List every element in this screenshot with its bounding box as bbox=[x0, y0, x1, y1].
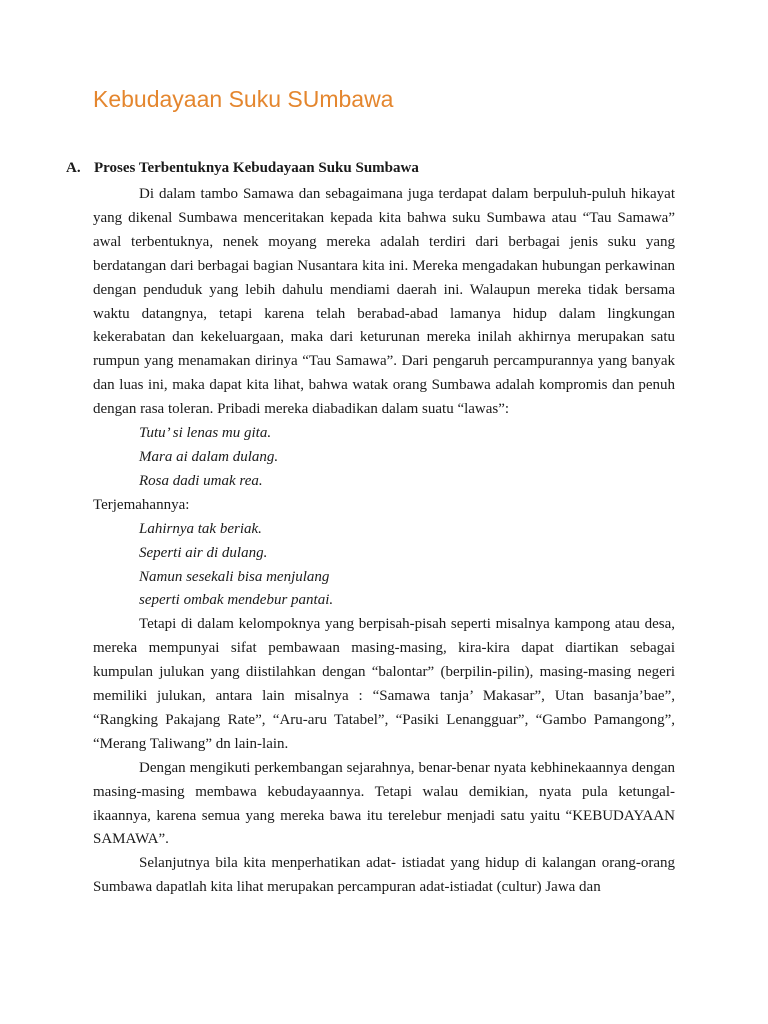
section-letter: A. bbox=[66, 160, 81, 176]
lawas-line-3: Rosa dadi umak rea. bbox=[139, 472, 263, 489]
translation-line-2: Seperti air di dulang. bbox=[139, 544, 268, 561]
document-body bbox=[93, 183, 675, 900]
translation-verse bbox=[93, 518, 675, 614]
translation-line-1: Lahirnya tak beriak. bbox=[139, 520, 262, 537]
translation-line-3: Namun sesekali bisa menjulang bbox=[139, 568, 330, 585]
lawas-line-2: Mara ai dalam dulang. bbox=[139, 448, 279, 465]
translation-label: Terjemahannya: bbox=[93, 496, 190, 513]
paragraph-4: Selanjutnya bila kita menperhatikan adat- istiadat yang hidup di kalangan orang-orang Sumbawa dapatlah kita lihat merupakan percampuran adat-istiadat (cultur) Jawa dan bbox=[93, 855, 675, 896]
document-title: Kebudayaan Suku SUmbawa bbox=[93, 86, 394, 112]
paragraph-2: Tetapi di dalam kelompoknya yang berpisah-pisah seperti misalnya kampong atau desa, mereka mempunyai sifat pembawaan masing-masing, kira-kira dapat diartikan sebagai kumpulan julukan yang diistilahkan dengan “balontar” (berpilin-pilin), masing-masing negeri memiliki julukan, antara lain misalnya : “Samawa tanja’ Makasar”, Utan basanja’bae”, “Rangking Pakajang Rate”, “Aru-aru Tatabel”, “Pasiki Lenangguar”, “Gambo Pamangong”, “Merang Taliwang” dn lain-lain. bbox=[93, 616, 675, 752]
section-heading-text: Proses Terbentuknya Kebudayaan Suku Sumbawa bbox=[94, 160, 419, 176]
paragraph-3: Dengan mengikuti perkembangan sejarahnya, benar-benar nyata kebhinekaannya dengan masing-masing membawa kebudayaannya. Tetapi walau demikian, nyata pula ketungal-ikaannya, karena semua yang mereka bawa itu terelebur menjadi satu yaitu “KEBUDAYAAN SAMAWA”. bbox=[93, 759, 675, 848]
lawas-verse bbox=[93, 422, 675, 494]
lawas-line-1: Tutu’ si lenas mu gita. bbox=[139, 425, 272, 442]
section-heading bbox=[66, 160, 419, 177]
translation-line-4: seperti ombak mendebur pantai. bbox=[139, 592, 334, 609]
paragraph-1: Di dalam tambo Samawa dan sebagaimana juga terdapat dalam berpuluh-puluh hikayat yang dikenal Sumbawa menceritakan kepada kita bahwa suku Sumbawa atau “Tau Samawa” awal terbentuknya, nenek moyang mereka adalah terdiri dari berbagai jenis suku yang berdatangan dari berbagai bagian Nusantara kita ini. Mereka mengadakan hubungan perkawinan dengan penduduk yang lebih dahulu mendiami daerah ini. Walaupun mereka tidak bersama waktu datangnya, tetapi karena telah berabad-abad lamanya hidup dalam lingkungan kekerabatan dan kekeluargaan, maka dari keturunan mereka inilah akhirnya merupakan satu rumpun yang menamakan dirinya “Tau Samawa”. Dari pengaruh percampurannya yang banyak dan luas ini, maka dapat kita lihat, bahwa watak orang Sumbawa adalah kompromis dan penuh dengan rasa toleran. Pribadi mereka diabadikan dalam suatu “lawas”: bbox=[93, 186, 675, 418]
